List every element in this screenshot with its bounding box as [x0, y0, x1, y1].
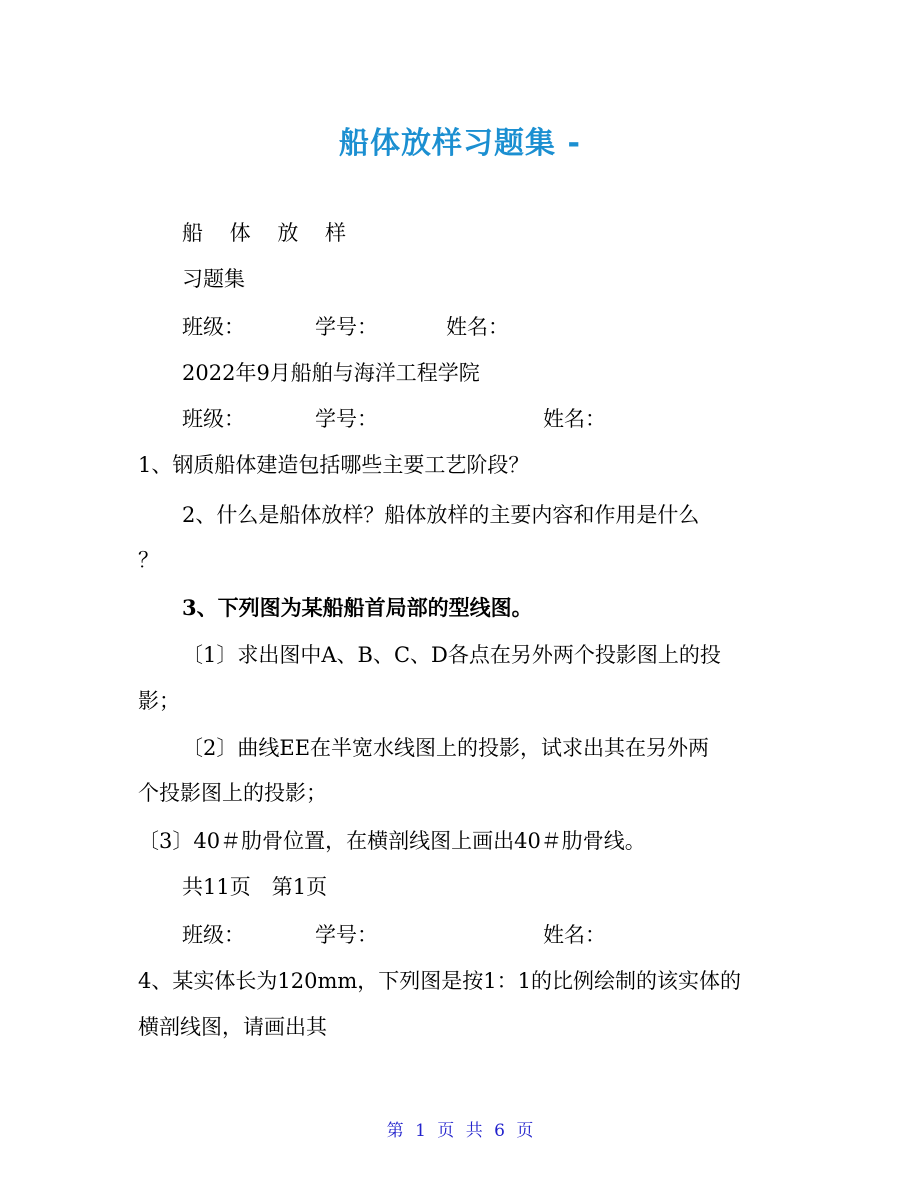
question-1: 1、钢质船体建造包括哪些主要工艺阶段？: [138, 453, 530, 477]
question-4-line-1: 4、某实体长为120mm，下列图是按1：1的比例绘制的该实体的: [138, 969, 741, 993]
class-label: 班级：: [182, 407, 245, 431]
question-2-line-1: 2、什么是船体放样？船体放样的主要内容和作用是什么: [182, 503, 700, 527]
question-4-line-2: 横剖线图，请画出其: [138, 1015, 327, 1039]
question-3-3: 〔3〕40＃肋骨位置，在横剖线图上画出40＃肋骨线。: [138, 829, 646, 853]
student-id-label: 学号：: [315, 407, 378, 431]
question-3-2-line-1: 〔2〕曲线EE在半宽水线图上的投影，试求出其在另外两: [182, 736, 710, 760]
class-label: 班级：: [182, 923, 245, 947]
class-label: 班级：: [182, 315, 245, 339]
question-3-2-line-2: 个投影图上的投影；: [138, 781, 327, 805]
name-label: 姓名：: [543, 407, 606, 431]
student-id-label: 学号：: [315, 315, 378, 339]
student-id-label: 学号：: [315, 923, 378, 947]
page-info: 共11页 第1页: [182, 875, 328, 899]
question-3: 3、下列图为某船船首局部的型线图。: [182, 595, 533, 620]
name-label: 姓名：: [543, 923, 606, 947]
question-2-line-2: ？: [138, 548, 159, 572]
cover-subheading: 习题集: [182, 267, 245, 291]
question-3-1-line-2: 影；: [138, 689, 180, 713]
document-title: 船体放样习题集 -: [339, 126, 581, 161]
name-label: 姓名：: [446, 315, 509, 339]
cover-heading: 船 体 放 样: [182, 221, 357, 245]
date-school: 2022年9月船舶与海洋工程学院: [182, 361, 480, 385]
page-footer: 第 1 页 共 6 页: [386, 1121, 534, 1141]
question-3-1-line-1: 〔1〕求出图中A、B、C、D各点在另外两个投影图上的投: [182, 643, 721, 667]
